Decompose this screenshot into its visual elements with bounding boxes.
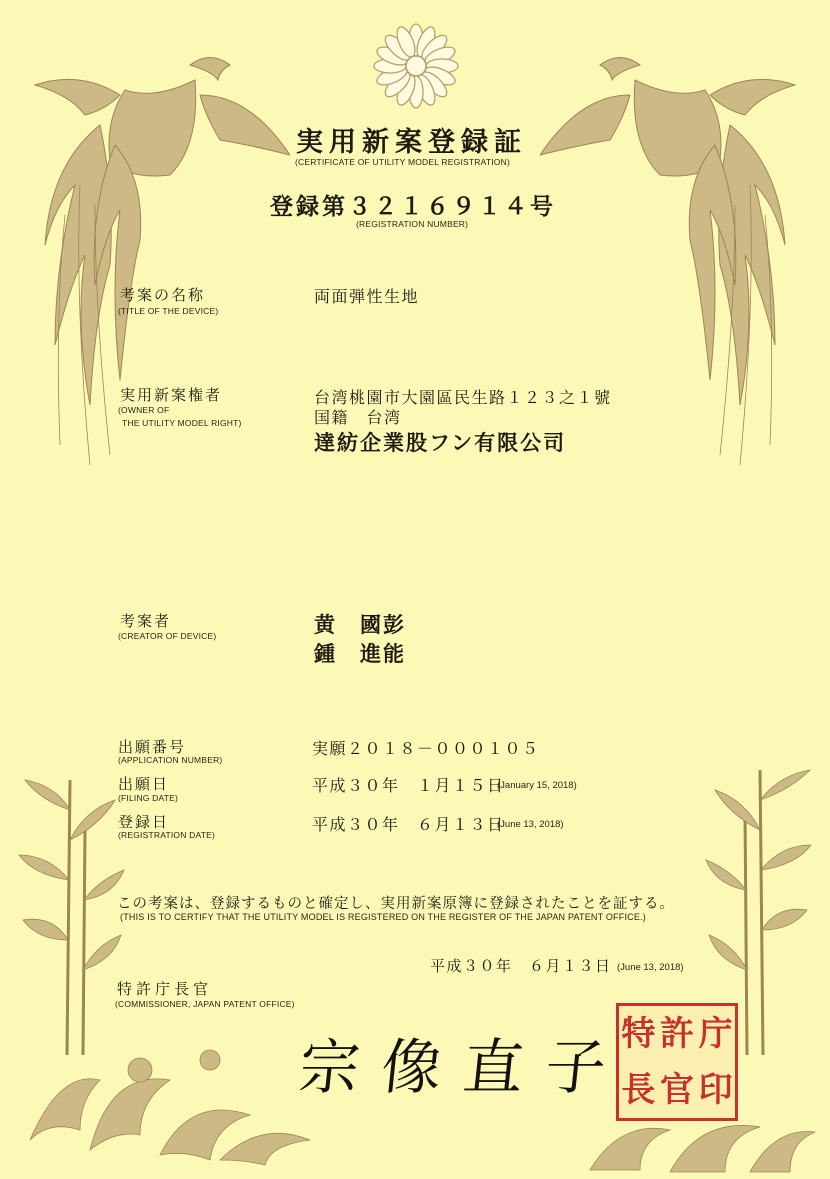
owner-name: 達紡企業股フン有限公司 — [314, 430, 567, 455]
seal-char: 庁 — [698, 1014, 733, 1054]
device-title-value: 両面弾性生地 — [314, 287, 420, 306]
owner-label: 実用新案権者 — [120, 386, 223, 404]
filing-date-value-en: (January 15, 2018) — [497, 780, 577, 791]
seal-char: 印 — [698, 1070, 733, 1110]
application-number-value: 実願２０１８－０００１０５ — [312, 739, 540, 758]
seal-char: 特 — [621, 1014, 656, 1054]
application-number-label: 出願番号 — [118, 738, 187, 756]
filing-date-value: 平成３０年 １月１５日 — [312, 776, 505, 795]
creator-name-2: 鍾 進能 — [314, 641, 406, 666]
owner-nationality: 国籍 台湾 — [314, 408, 402, 427]
right-phoenix-ornament — [540, 35, 810, 495]
registration-date-value-en: (June 13, 2018) — [497, 819, 564, 830]
creator-label: 考案者 — [120, 612, 172, 630]
certificate-title-en: (CERTIFICATE OF UTILITY MODEL REGISTRATION) — [295, 157, 510, 167]
registration-date-label-en: (REGISTRATION DATE) — [118, 830, 215, 840]
registration-number: 登録第３２１６９１４号 — [270, 193, 556, 220]
creator-name-1: 黄 國彭 — [314, 612, 406, 637]
certificate-title: 実用新案登録証 — [296, 127, 527, 158]
filing-date-label: 出願日 — [118, 775, 170, 793]
device-title-label-en: (TITLE OF THE DEVICE) — [118, 306, 219, 316]
chrysanthemum-crest-icon — [372, 22, 460, 110]
left-bamboo-ornament — [15, 770, 125, 1060]
seal-char: 官 — [659, 1070, 694, 1110]
commissioner-label: 特許庁長官 — [117, 980, 213, 998]
registration-number-label-en: (REGISTRATION NUMBER) — [356, 219, 469, 229]
owner-label-en-line2: THE UTILITY MODEL RIGHT) — [122, 418, 242, 428]
issue-date: 平成３０年 ６月１３日 — [430, 957, 612, 975]
certification-statement: この考案は、登録するものと確定し、実用新案原簿に登録されたことを証する。 — [117, 896, 675, 912]
device-title-label: 考案の名称 — [120, 286, 206, 304]
owner-label-en-line1: (OWNER OF — [118, 405, 170, 415]
application-number-label-en: (APPLICATION NUMBER) — [118, 755, 223, 765]
bottom-left-foliage-ornament — [20, 1030, 320, 1170]
seal-char: 許 — [659, 1014, 694, 1054]
official-seal-stamp — [616, 1003, 738, 1121]
registration-date-label: 登録日 — [118, 813, 170, 831]
seal-char: 長 — [621, 1070, 656, 1110]
owner-address: 台湾桃園市大園區民生路１２３之１號 — [314, 388, 612, 407]
registration-date-value: 平成３０年 ６月１３日 — [312, 815, 505, 834]
certification-statement-en: (THIS IS TO CERTIFY THAT THE UTILITY MODEL IS REGISTERED ON THE REGISTER OF THE JAPAN PATENT OFFICE.) — [120, 912, 646, 922]
commissioner-signature: 宗像直子 — [295, 1033, 632, 1103]
commissioner-label-en: (COMMISSIONER, JAPAN PATENT OFFICE) — [115, 999, 295, 1009]
creator-label-en: (CREATOR OF DEVICE) — [118, 631, 217, 641]
filing-date-label-en: (FILING DATE) — [118, 793, 179, 803]
issue-date-en: (June 13, 2018) — [617, 962, 684, 973]
